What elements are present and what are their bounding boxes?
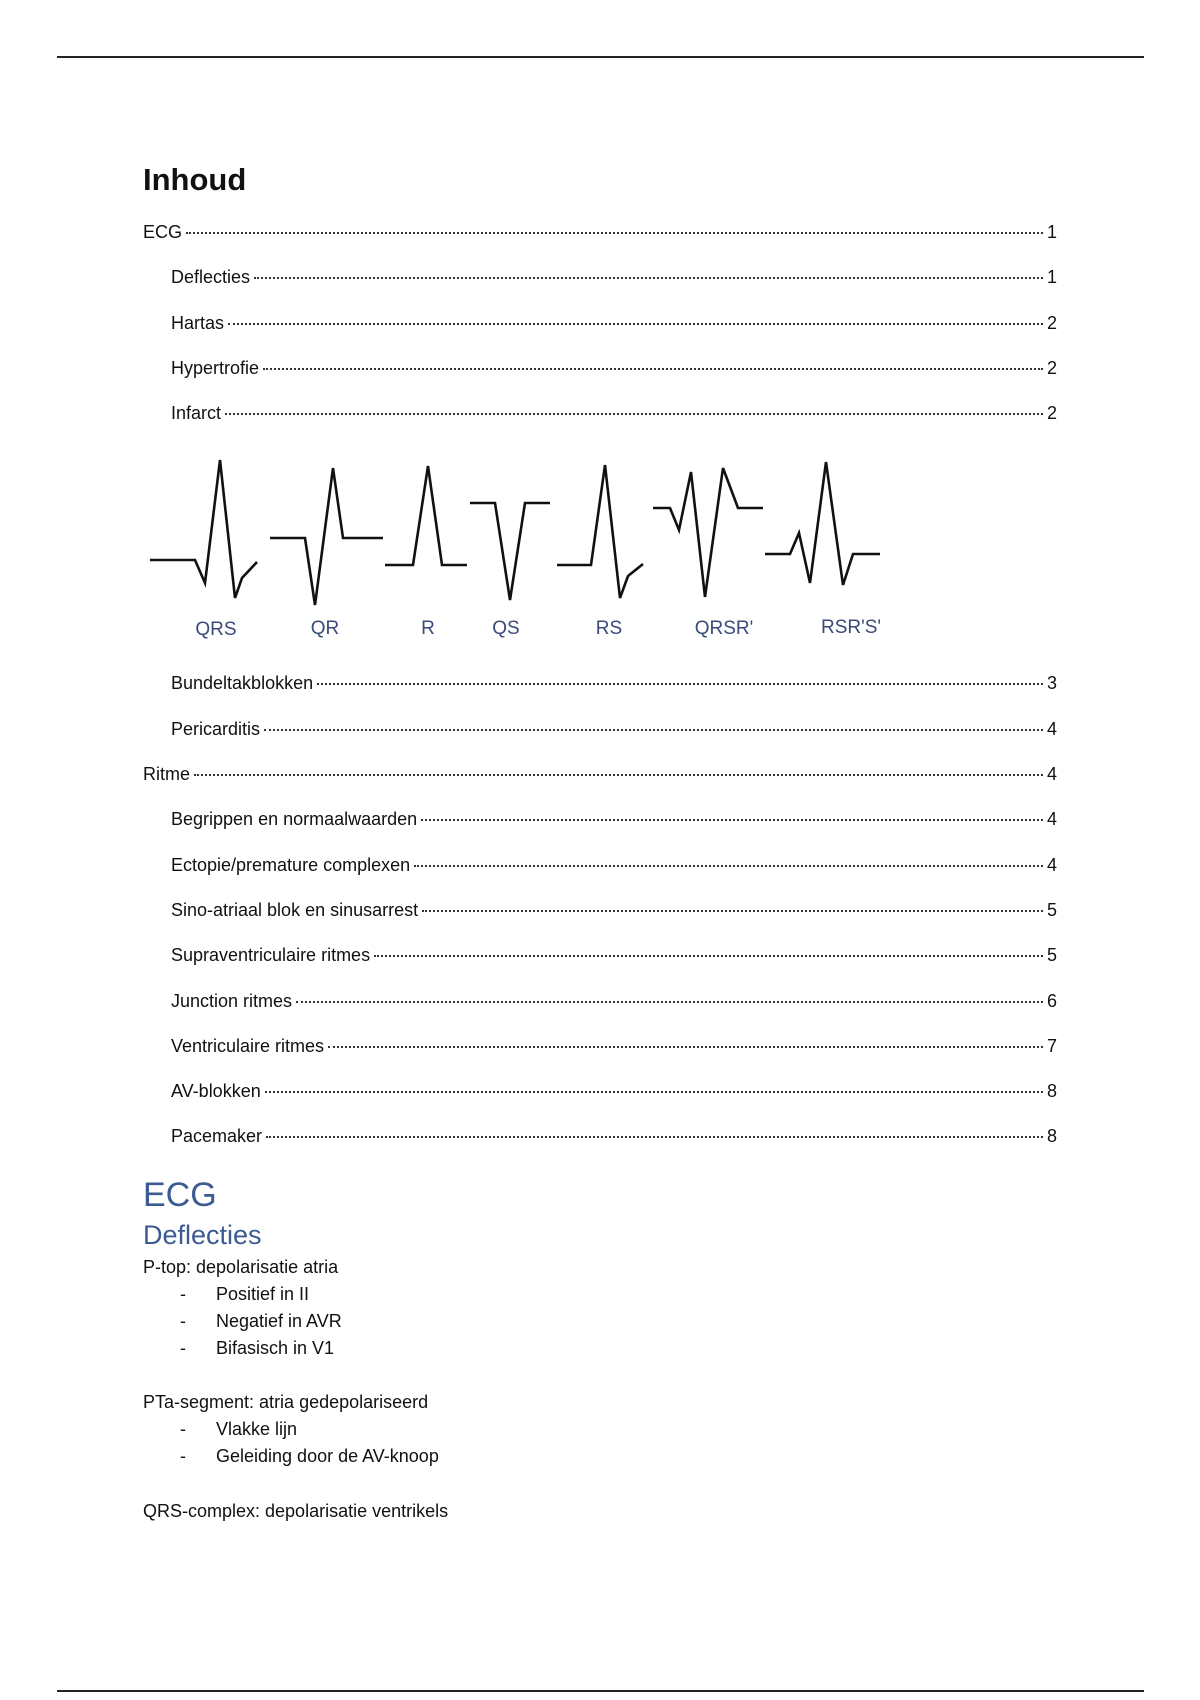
list-item: - Vlakke lijn: [180, 1419, 298, 1439]
toc-entry-label: Bundeltakblokken: [171, 673, 314, 693]
waveform-qr: [270, 468, 383, 605]
toc-entry-page: 7: [1046, 1036, 1057, 1056]
toc-entry[interactable]: [171, 267, 1057, 291]
toc-entry-label: Junction ritmes: [171, 991, 293, 1011]
list-item: - Negatief in AVR: [180, 1311, 342, 1331]
toc-entry-label: Pacemaker: [171, 1126, 263, 1146]
toc-leader: [265, 1090, 1043, 1093]
toc-entry[interactable]: [171, 900, 1057, 924]
toc-entry-label: Infarct: [171, 403, 222, 423]
waveform-rsrs: [765, 462, 880, 585]
toc-leader: [264, 728, 1043, 731]
toc-entry-page: 4: [1046, 809, 1057, 829]
toc-entry-label: AV-blokken: [171, 1081, 261, 1101]
qrs-morphology-svg: [145, 450, 915, 655]
toc-entry-page: 3: [1046, 673, 1057, 693]
toc-entry-label: ECG: [143, 222, 183, 242]
list-item: - Geleiding door de AV-knoop: [180, 1446, 439, 1466]
toc-leader: [422, 909, 1043, 912]
toc-leader: [266, 1135, 1043, 1138]
toc-entry-page: 4: [1046, 764, 1057, 784]
toc-leader: [317, 682, 1043, 685]
toc-entry[interactable]: [171, 1036, 1057, 1060]
figure-label: QR: [310, 618, 340, 639]
toc-entry[interactable]: [143, 764, 1057, 788]
toc-entry-label: Pericarditis: [171, 719, 261, 739]
toc-entry-page: 2: [1046, 358, 1057, 378]
heading-deflecties: Deflecties: [143, 1220, 262, 1250]
toc-leader: [414, 864, 1043, 867]
toc-entry-label: Supraventriculaire ritmes: [171, 945, 371, 965]
toc-entry[interactable]: [171, 719, 1057, 743]
toc-entry-label: Hartas: [171, 313, 225, 333]
toc-entry[interactable]: [171, 809, 1057, 833]
toc-entry-page: 2: [1046, 313, 1057, 333]
toc-entry-page: 5: [1046, 945, 1057, 965]
toc-leader: [225, 412, 1043, 415]
toc-entry-page: 1: [1046, 267, 1057, 287]
toc-entry-label: Hypertrofie: [171, 358, 260, 378]
pta-title: PTa-segment: atria gedepolariseerd: [143, 1392, 429, 1412]
list-item: - Bifasisch in V1: [180, 1338, 335, 1358]
toc-entry-label: Ritme: [143, 764, 191, 784]
list-item: - Positief in II: [180, 1284, 310, 1304]
toc-leader: [228, 322, 1043, 325]
toc-entry-label: Ventriculaire ritmes: [171, 1036, 325, 1056]
toc-entry-page: 4: [1046, 719, 1057, 739]
qrs-morphology-figure: [145, 450, 915, 655]
heading-ecg: ECG: [143, 1176, 217, 1214]
figure-label: QRSR': [694, 618, 754, 639]
top-rule: [57, 56, 1144, 58]
figure-label: RS: [595, 618, 623, 639]
toc-entry-label: Sino-atriaal blok en sinusarrest: [171, 900, 419, 920]
ptop-title: P-top: depolarisatie atria: [143, 1257, 339, 1277]
toc-leader: [254, 276, 1043, 279]
toc-entry[interactable]: [171, 313, 1057, 337]
waveform-qs: [470, 503, 550, 600]
toc-entry[interactable]: [171, 1081, 1057, 1105]
waveform-qrs: [150, 460, 257, 598]
toc-entry[interactable]: [171, 855, 1057, 879]
toc-entry-page: 5: [1046, 900, 1057, 920]
toc-leader: [421, 818, 1043, 821]
toc-entry[interactable]: [171, 358, 1057, 382]
figure-label: RSR'S': [820, 617, 882, 638]
toc-entry-label: Begrippen en normaalwaarden: [171, 809, 418, 829]
waveform-qrsr: [653, 468, 763, 597]
toc-entry[interactable]: [143, 222, 1057, 246]
toc-leader: [186, 231, 1043, 234]
toc-entry[interactable]: [171, 673, 1057, 697]
waveform-rs: [557, 465, 643, 598]
toc-leader: [328, 1045, 1043, 1048]
figure-label: QRS: [195, 619, 237, 640]
toc-entry-label: Ectopie/premature complexen: [171, 855, 411, 875]
qrs-title: QRS-complex: depolarisatie ventrikels: [143, 1501, 449, 1521]
toc-leader: [296, 1000, 1043, 1003]
toc-entry-page: 1: [1046, 222, 1057, 242]
toc-title: Inhoud: [143, 162, 247, 197]
waveform-r: [385, 466, 467, 565]
toc-entry-page: 6: [1046, 991, 1057, 1011]
toc-entry-page: 8: [1046, 1081, 1057, 1101]
toc-entry-page: 4: [1046, 855, 1057, 875]
toc-entry-page: 2: [1046, 403, 1057, 423]
toc-entry[interactable]: [171, 403, 1057, 427]
toc-entry[interactable]: [171, 945, 1057, 969]
toc-entry-page: 8: [1046, 1126, 1057, 1146]
figure-label: QS: [492, 618, 520, 639]
figure-label: R: [421, 618, 435, 639]
toc-leader: [263, 367, 1043, 370]
toc-entry[interactable]: [171, 991, 1057, 1015]
toc-leader: [374, 954, 1043, 957]
bottom-rule: [57, 1690, 1144, 1692]
toc-leader: [194, 773, 1043, 776]
toc-entry-label: Deflecties: [171, 267, 251, 287]
toc-entry[interactable]: [171, 1126, 1057, 1150]
